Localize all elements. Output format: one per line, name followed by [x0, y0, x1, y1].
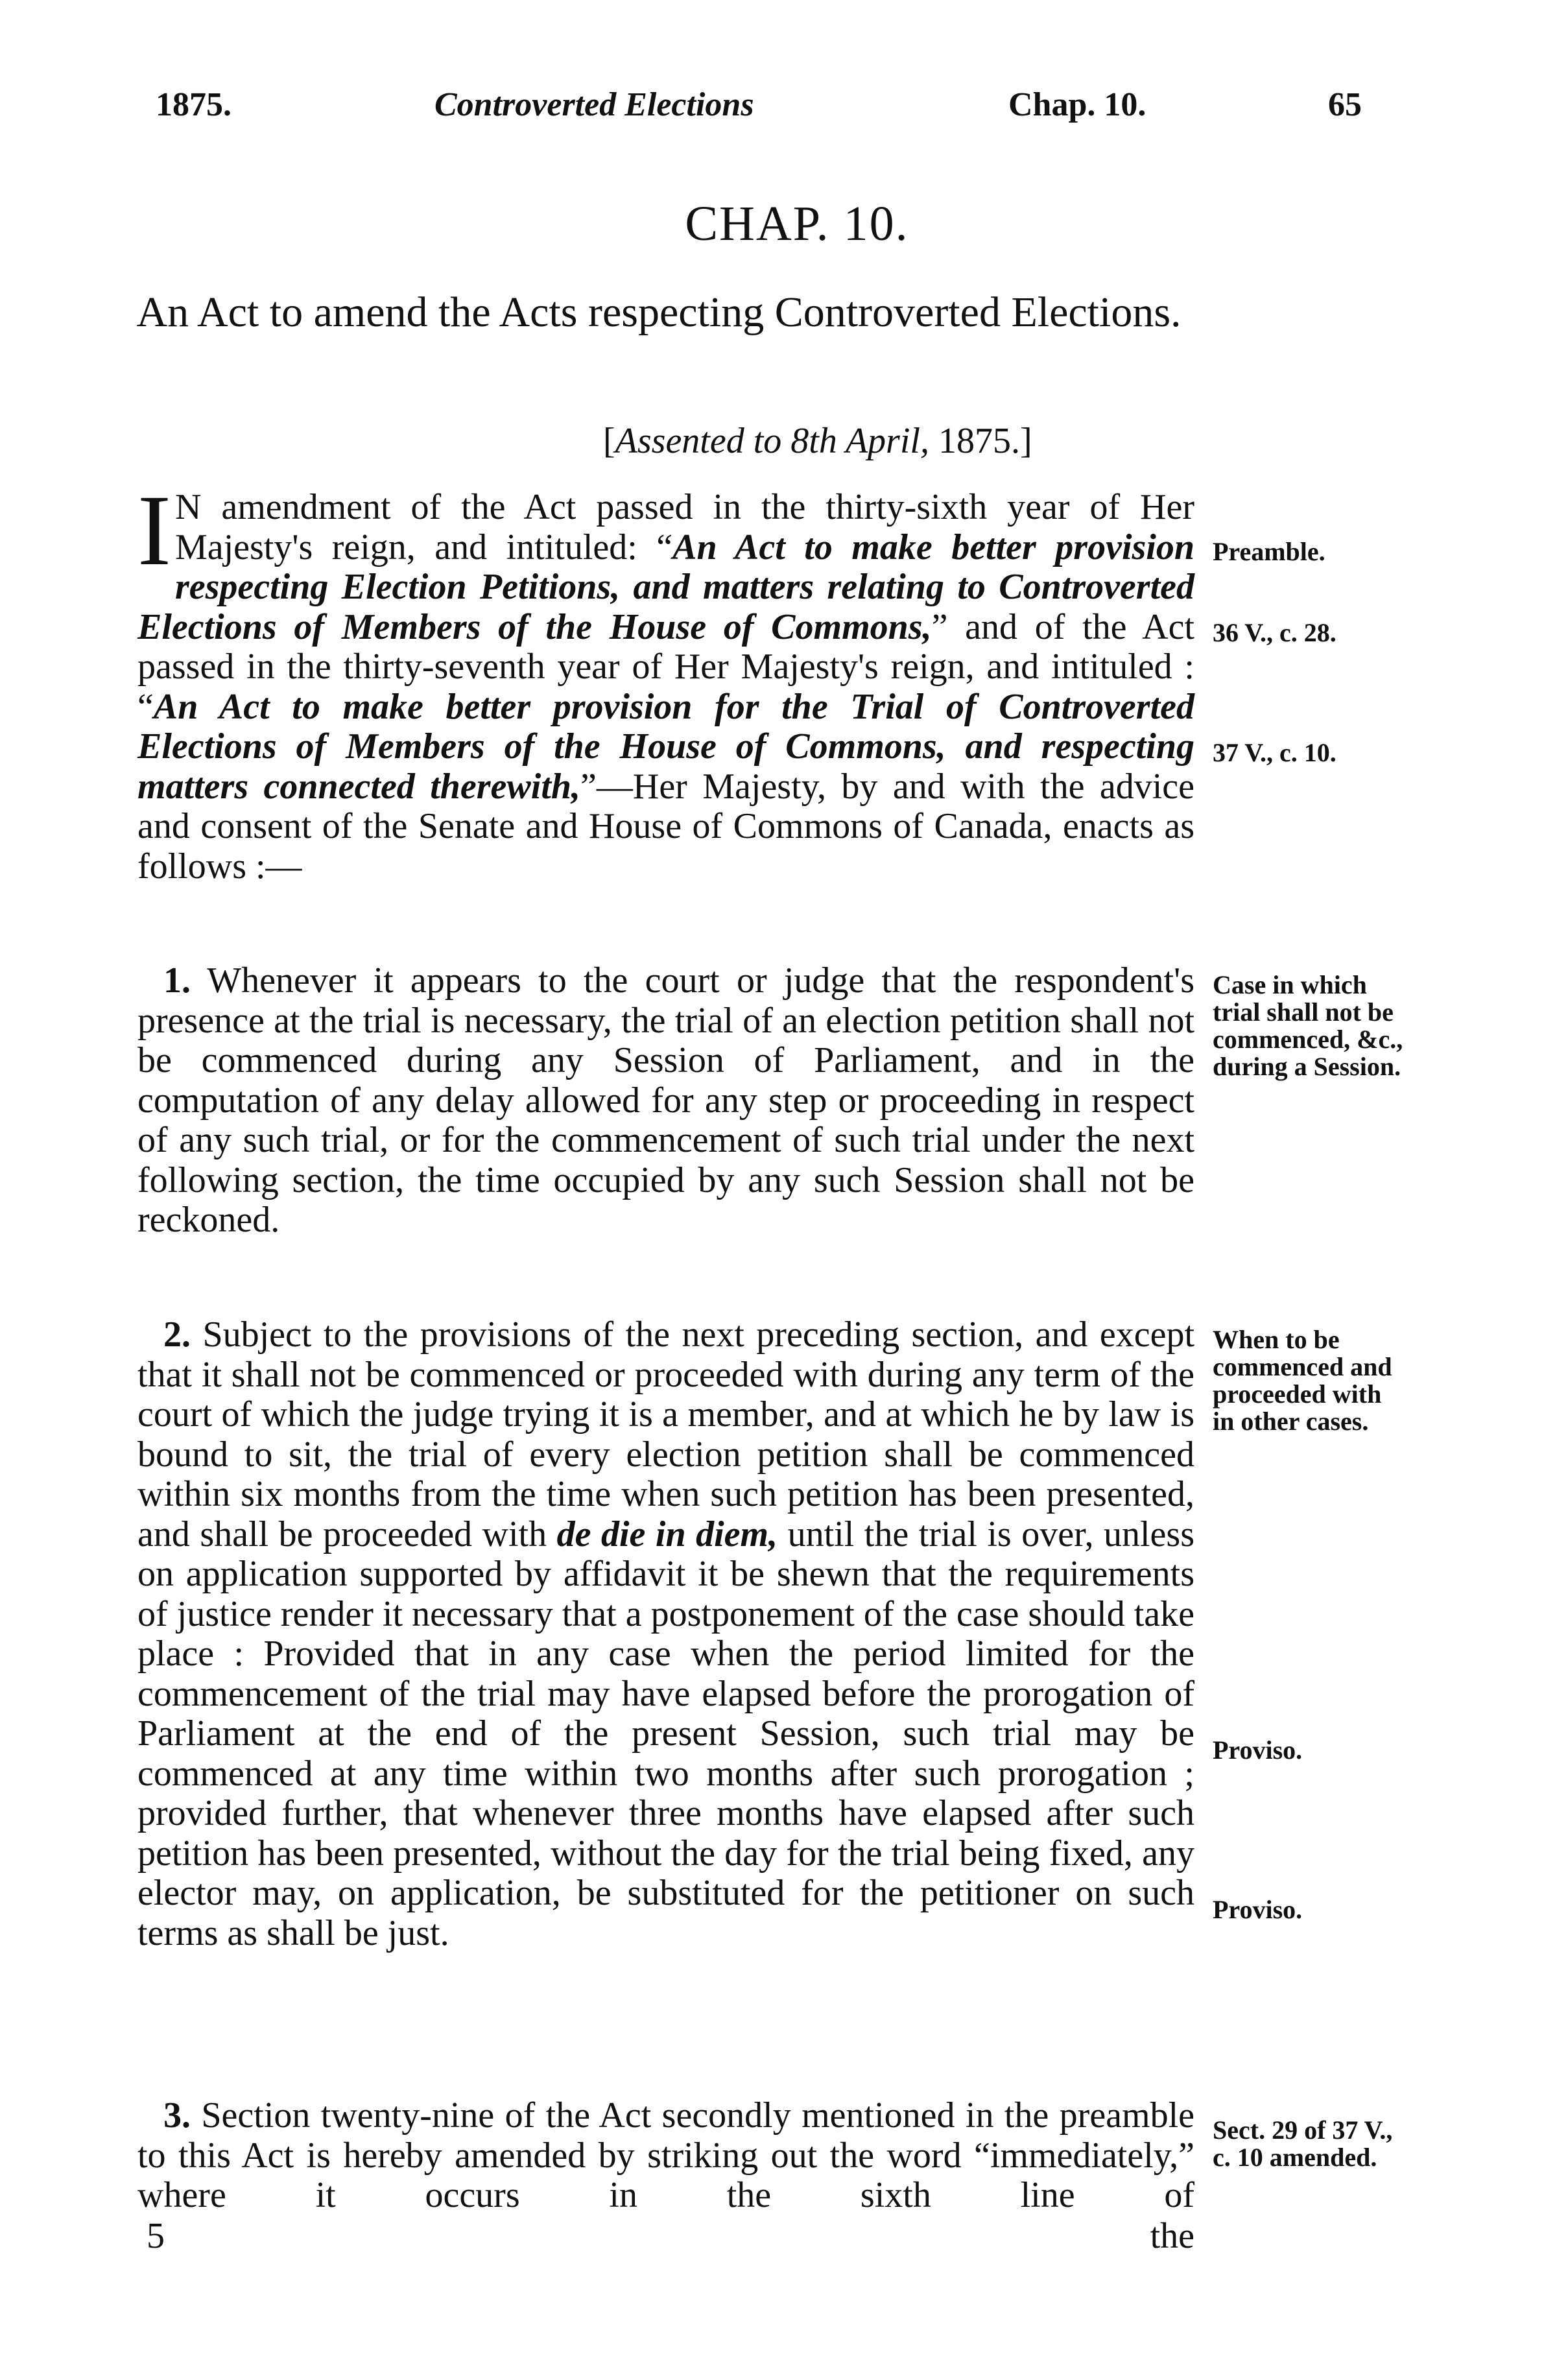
- margin-note-preamble: Preamble.: [1213, 537, 1325, 566]
- section-1-paragraph: [137, 961, 1194, 1241]
- running-head-chapter: Chap. 10.: [1008, 86, 1146, 123]
- chapter-heading: CHAP. 10.: [685, 196, 909, 251]
- running-head: [156, 86, 1362, 137]
- section-3: [137, 2096, 1194, 2216]
- margin-note-section-1: Case in which trial shall not be commenced, &c., during a Session.: [1213, 970, 1403, 1081]
- act-37-title: An Act to make better provision for the Trial of Controverted Elections of Members of the House of Commons, and respecting matters connected therewith,: [137, 686, 1194, 807]
- section-3-paragraph: [137, 2096, 1194, 2216]
- margin-note-act-36: 36 V., c. 28.: [1213, 618, 1336, 647]
- section-2-latin: de die in diem,: [556, 1514, 778, 1554]
- margin-note-section-2: When to be commenced and proceeded with in other cases.: [1213, 1325, 1392, 1436]
- running-head-title: Controverted Elections: [434, 86, 754, 123]
- section-3-text: Section twenty-nine of the Act secondly mentioned in the preamble to this Act is hereby amended by striking out the word “immediately,” where it occurs in the sixth line of: [137, 2095, 1195, 2215]
- drop-cap: I: [137, 474, 171, 586]
- margin-note-proviso-2: Proviso.: [1213, 1895, 1303, 1924]
- section-1: [137, 961, 1194, 1241]
- section-2-number: 2.: [163, 1315, 191, 1355]
- margin-note-proviso-1: Proviso.: [1213, 1735, 1303, 1765]
- page-number: 65: [1328, 86, 1362, 123]
- signature-mark: 5: [147, 2216, 165, 2256]
- assent-year: 1875.]: [929, 421, 1032, 461]
- assent-open-bracket: [: [603, 421, 615, 461]
- section-2: [137, 1315, 1194, 1953]
- preamble: [137, 474, 1194, 887]
- section-1-number: 1.: [163, 960, 191, 1001]
- preamble-paragraph: [137, 474, 1194, 887]
- act-36-title: An Act to make better provision respecting Election Petitions, and matters relating to Controverted Elections of Members of the House of Commons,: [137, 527, 1194, 647]
- assent-text: Assented to 8th April,: [615, 421, 929, 461]
- running-head-year: 1875.: [156, 86, 232, 123]
- section-2-paragraph: [137, 1315, 1194, 1953]
- section-2-text-2: until the trial is over, unless on application supported by affidavit it be shewn that the requirements of justice render it necessary that a postponement of the case should take place : Provided that in any case when the period limited for the commencement of the trial may have elapsed before the prorogation of Parliament at the end of the present Session, such trial may be commenced at any time within two months after such prorogation ; provided further, that whenever three months have elapsed after such petition has been presented, without the day for the trial being fixed, any elector may, on application, be substituted for the petitioner on such terms as shall be just.: [137, 1514, 1194, 1953]
- assent-line: [603, 420, 1032, 462]
- margin-note-section-3: Sect. 29 of 37 V., c. 10 amended.: [1213, 2115, 1393, 2172]
- section-1-text: Whenever it appears to the court or judge that the respondent's presence at the trial is necessary, the trial of an election petition shall not be commenced during any Session of Parliament, and in the computation of any delay allowed for any step or proceeding in respect of any such trial, or for the commencement of such trial under the next following section, the time occupied by any such Session shall not be reckoned.: [137, 960, 1194, 1240]
- margin-note-act-37: 37 V., c. 10.: [1213, 738, 1336, 767]
- act-title: An Act to amend the Acts respecting Controverted Elections.: [136, 289, 1182, 336]
- preamble-text-3: ”—Her Majesty, by and with the advice and consent of the Senate and House of Commons of Canada, enacts as follows :—: [137, 766, 1194, 887]
- catchword: the: [1150, 2216, 1194, 2256]
- section-3-number: 3.: [163, 2095, 191, 2136]
- section-2-text-1: Subject to the provisions of the next preceding section, and except that it shall not be commenced or proceeded with during any term of the court of which the judge trying it is a member, and at which he by law is bound to sit, the trial of every election petition shall be commenced within six months from the time when such petition has been presented, and shall be proceeded with: [137, 1315, 1195, 1554]
- preamble-text-1: N amendment of the Act passed in the thirty-sixth year of Her Majesty's reign, and intituled: “: [174, 487, 1194, 567]
- preamble-text-2: ” and of the Act passed in the thirty-seventh year of Her Majesty's reign, and intituled : “: [137, 606, 1194, 727]
